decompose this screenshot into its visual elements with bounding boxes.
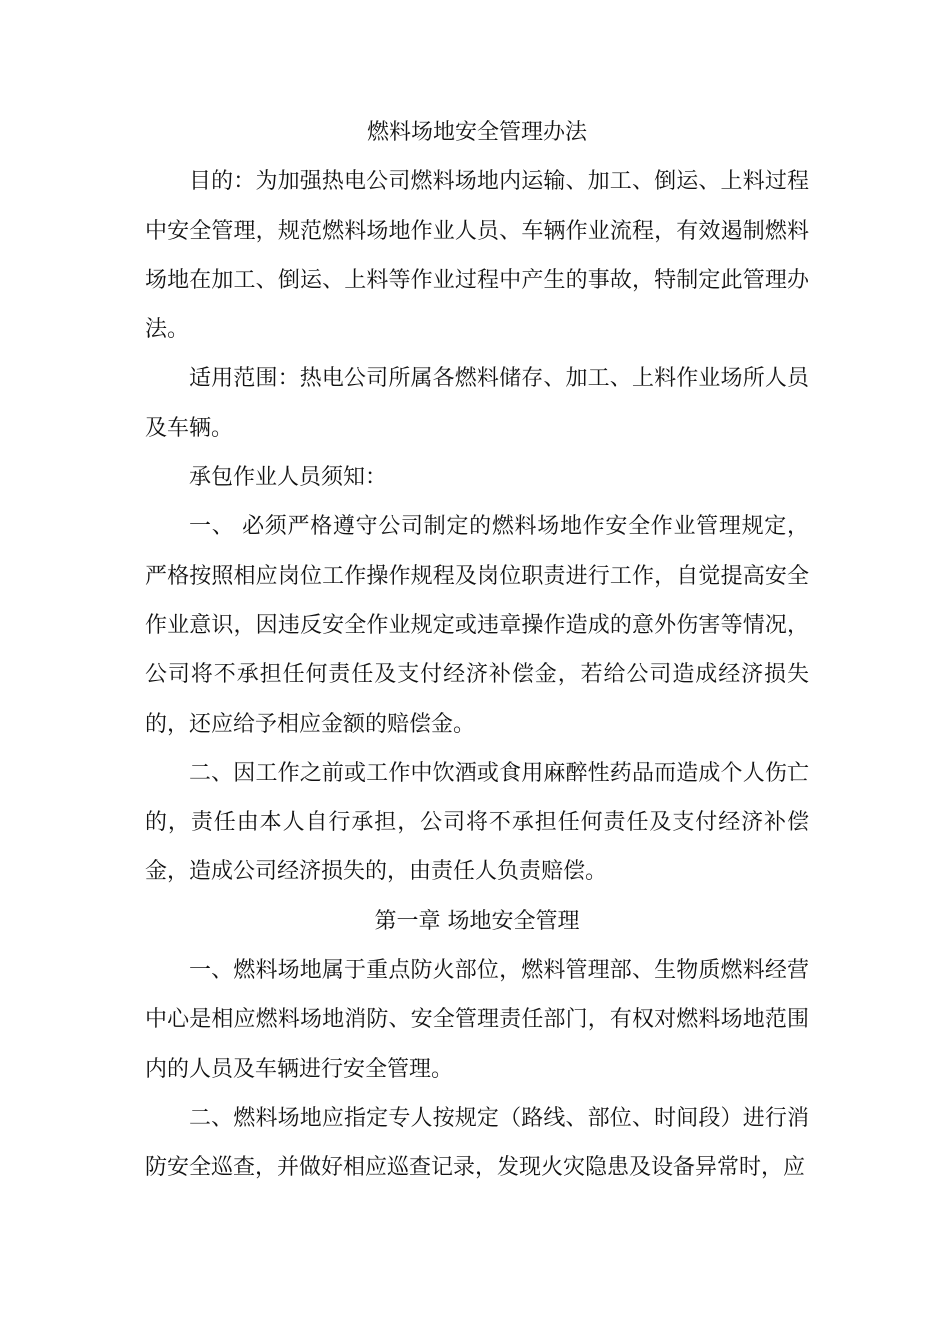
document-title: 燃料场地安全管理办法 <box>366 120 587 145</box>
paragraph-notice-item-1: 一、 必须严格遵守公司制定的燃料场地作安全作业管理规定，严格按照相应岗位工作操作规程及岗位职责进行工作，自觉提高安全作业意识，因违反安全作业规定或违章操作造成的意外伤害等情况，公司将不承担任何责任及支付经济补偿金，若给公司造成经济损失的，还应给予相应金额的赔偿金。 <box>145 514 809 737</box>
document-body <box>145 108 809 1193</box>
paragraph-chapter1-item-2: 二、燃料场地应指定专人按规定（路线、部位、时间段）进行消防安全巡查，并做好相应巡查记录，发现火灾隐患及设备异常时，应 <box>145 1105 809 1181</box>
paragraph-chapter1-item-1: 一、燃料场地属于重点防火部位，燃料管理部、生物质燃料经营中心是相应燃料场地消防、安全管理责任部门，有权对燃料场地范围内的人员及车辆进行安全管理。 <box>145 958 809 1082</box>
paragraph-scope: 适用范围：热电公司所属各燃料储存、加工、上料作业场所人员及车辆。 <box>145 366 809 441</box>
paragraph-purpose: 目的：为加强热电公司燃料场地内运输、加工、倒运、上料过程中安全管理，规范燃料场地作业人员、车辆作业流程，有效遏制燃料场地在加工、倒运、上料等作业过程中产生的事故，特制定此管理办法。 <box>145 169 809 343</box>
chapter-title: 第一章 场地安全管理 <box>374 908 580 934</box>
paragraph-notice-item-2: 二、因工作之前或工作中饮酒或食用麻醉性药品而造成个人伤亡的，责任由本人自行承担，公司将不承担任何责任及支付经济补偿金，造成公司经济损失的，由责任人负责赔偿。 <box>145 760 809 885</box>
paragraph-contractor-notice-heading: 承包作业人员须知： <box>189 465 388 491</box>
